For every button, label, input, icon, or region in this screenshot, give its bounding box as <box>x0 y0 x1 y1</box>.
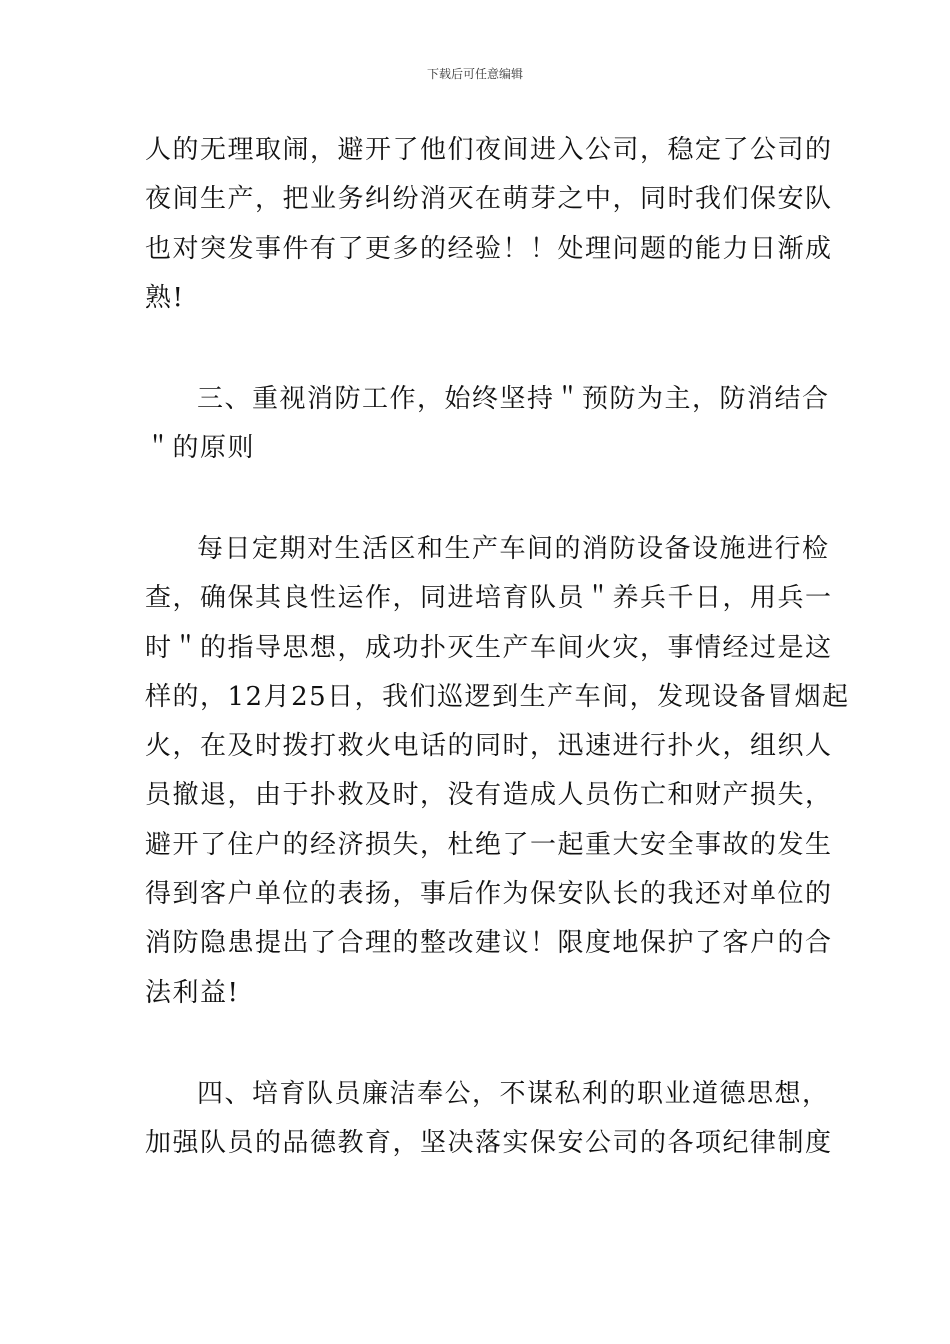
text-line: 样的，12月25日，我们巡逻到生产车间，发现设备冒烟起 <box>145 681 850 712</box>
text-line: 时＂的指导思想，成功扑灭生产车间火灾，事情经过是这 <box>145 632 833 663</box>
text-line: 每日定期对生活区和生产车间的消防设备设施进行检 <box>197 534 830 564</box>
text-line: 四、培育队员廉洁奉公，不谋私利的职业道德思想， <box>197 1079 830 1109</box>
text-line: 避开了住户的经济损失，杜绝了一起重大安全事故的发生 <box>145 829 833 860</box>
text-line: 法利益! <box>145 977 240 1008</box>
text-line: ＂的原则 <box>145 433 256 464</box>
text-line: 加强队员的品德教育，坚决落实保安公司的各项纪律制度 <box>145 1128 833 1159</box>
text-line: 熟! <box>145 282 185 313</box>
page-header-note: 下载后可任意编辑 <box>426 67 523 81</box>
text-line: 查，确保其良性运作，同进培育队员＂养兵千日，用兵一 <box>145 583 833 614</box>
section-4-heading <box>145 1070 833 1169</box>
text-line: 三、重视消防工作，始终坚持＂预防为主，防消结合 <box>197 384 830 414</box>
text-line: 夜间生产，把业务纠纷消灭在萌芽之中，同时我们保安队 <box>145 184 833 215</box>
text-line: 得到客户单位的表扬，事后作为保安队长的我还对单位的 <box>145 879 833 910</box>
text-line: 也对突发事件有了更多的经验！！处理问题的能力日渐成 <box>145 233 833 264</box>
section-3-heading <box>145 375 830 474</box>
paragraph-1 <box>145 126 833 323</box>
paragraph-fire-safety <box>145 525 850 1018</box>
text-line: 消防隐患提出了合理的整改建议！限度地保护了客户的合 <box>145 928 833 959</box>
text-line: 员撤退，由于扑救及时，没有造成人员伤亡和财产损失， <box>145 780 833 811</box>
text-line: 人的无理取闹，避开了他们夜间进入公司，稳定了公司的 <box>145 135 833 165</box>
text-line: 火，在及时拨打救火电话的同时，迅速进行扑火，组织人 <box>145 731 833 762</box>
